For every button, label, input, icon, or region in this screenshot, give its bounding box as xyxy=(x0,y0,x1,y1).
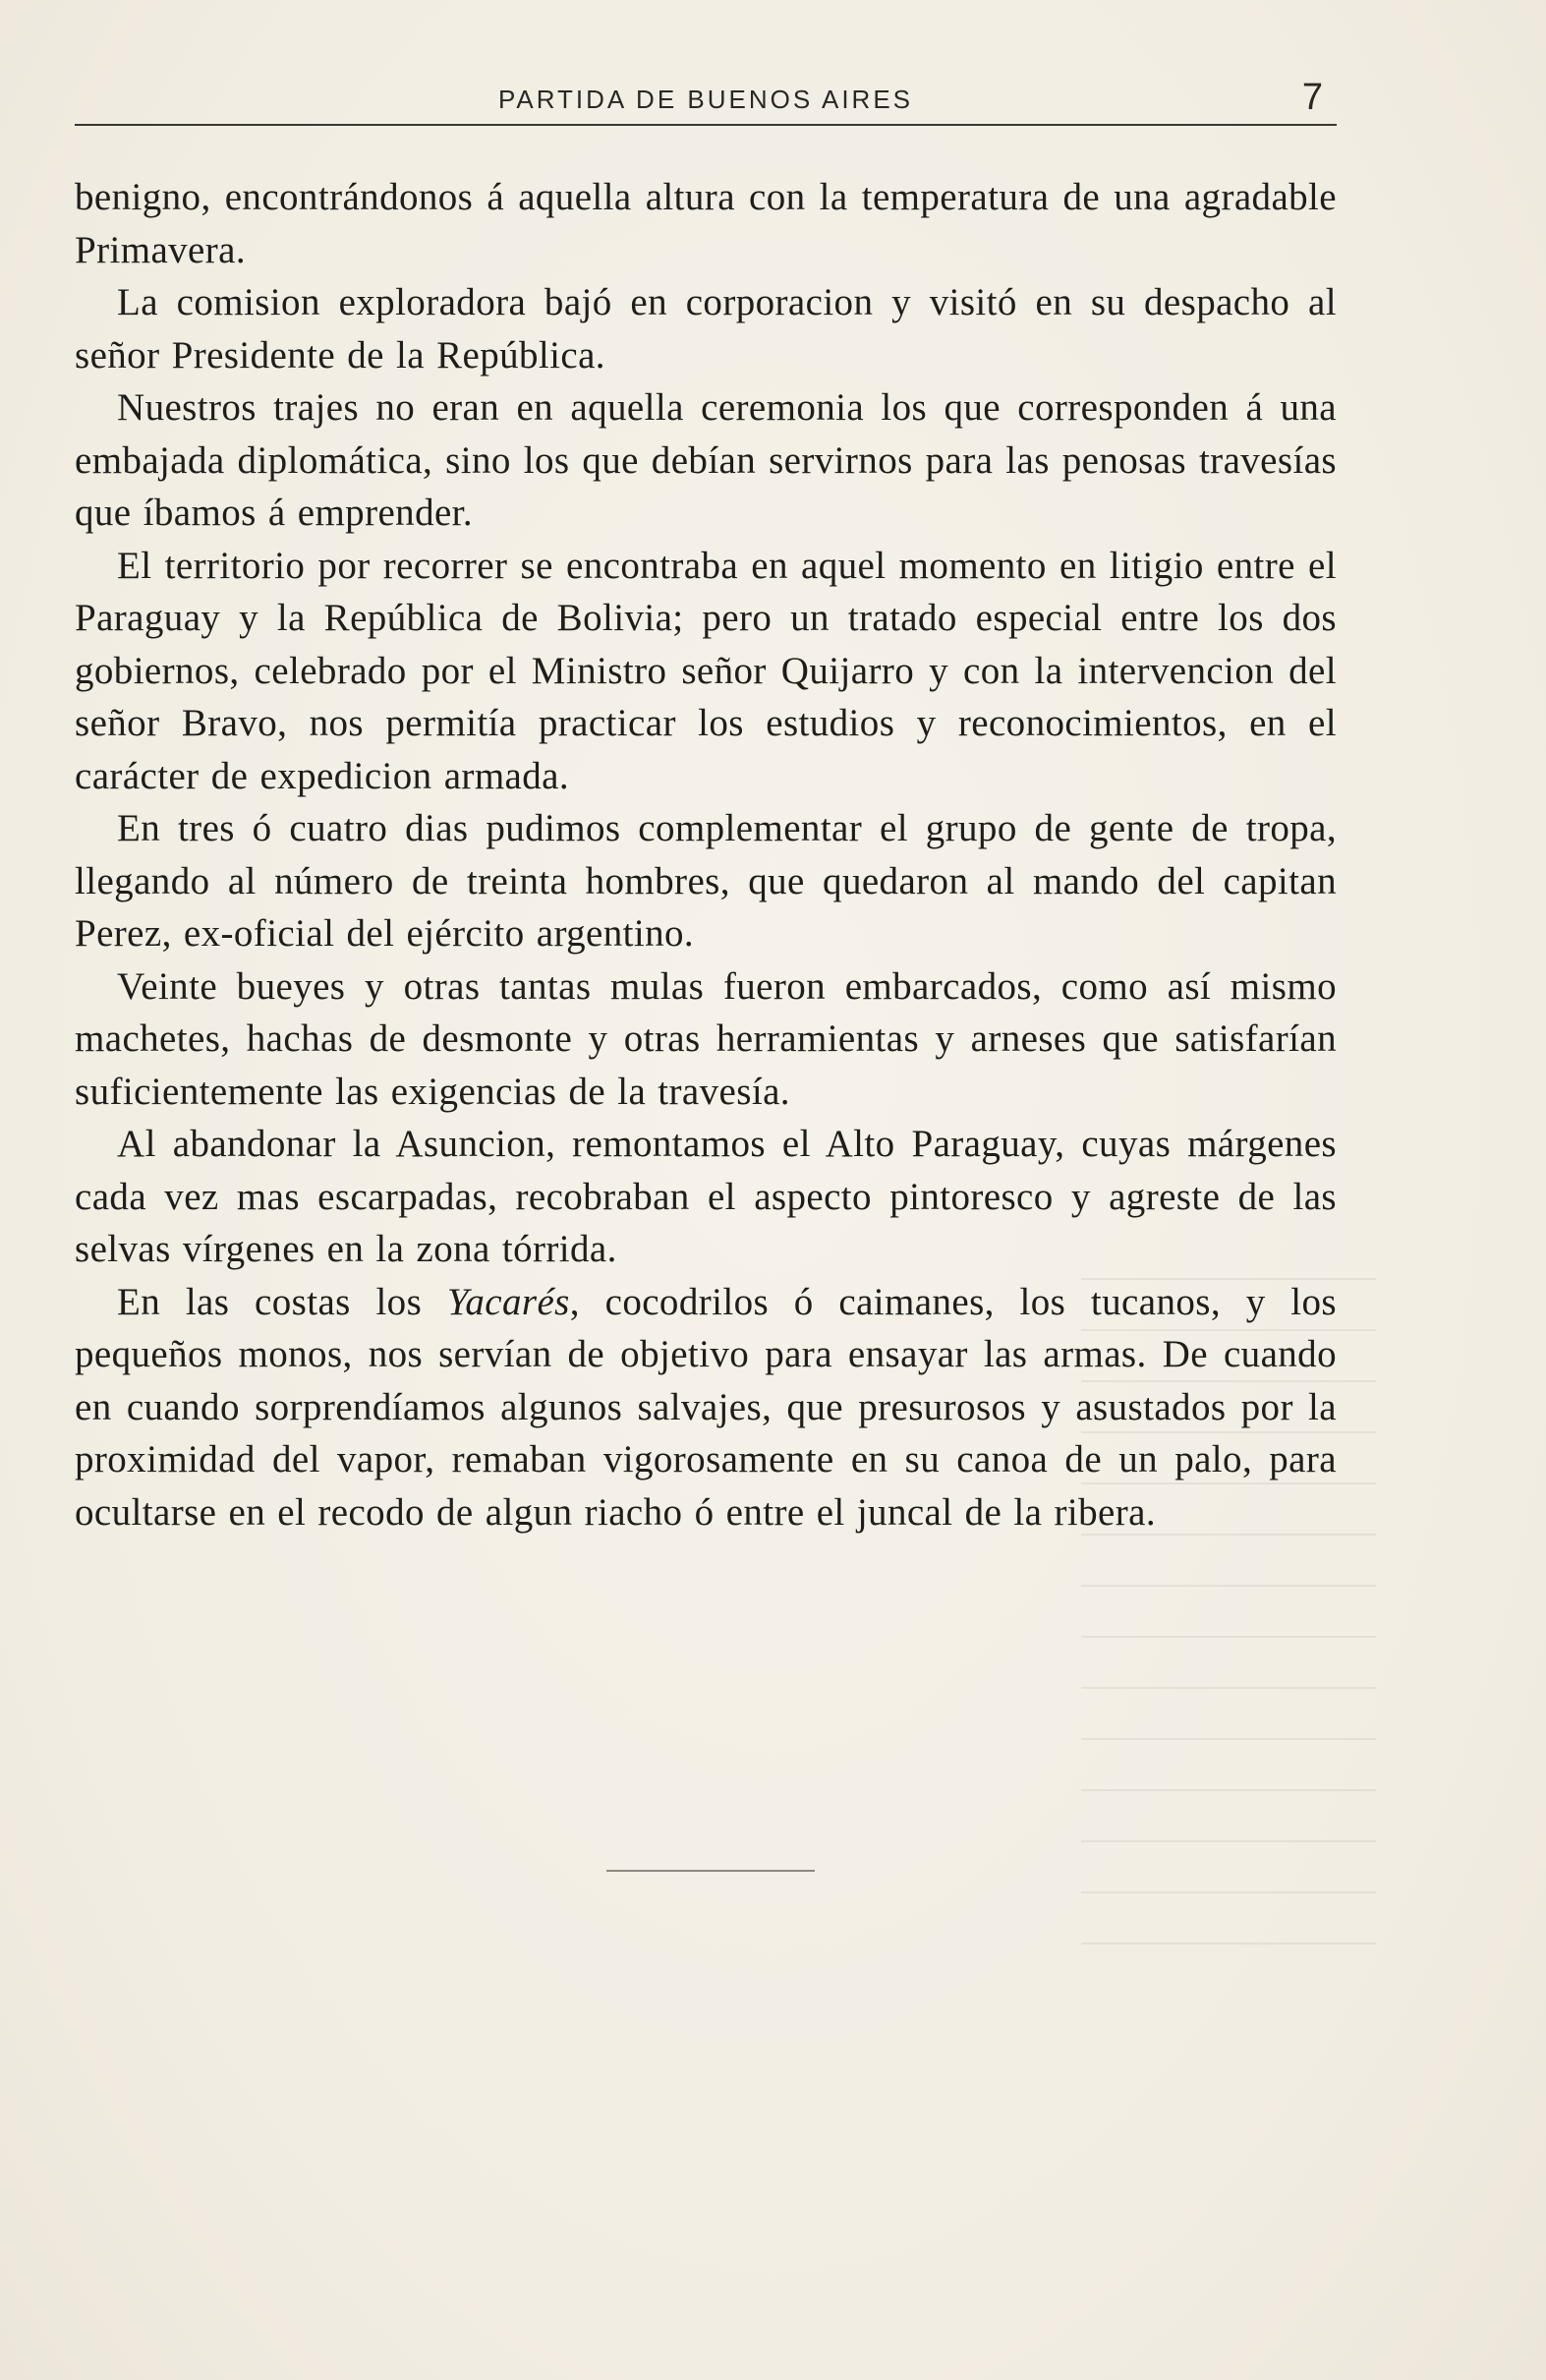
paragraph-8 xyxy=(75,1276,1337,1539)
body-text xyxy=(75,171,1337,1538)
running-title: PARTIDA DE BUENOS AIRES xyxy=(497,85,914,114)
paragraph-5: En tres ó cuatro dias pudimos complementar el grupo de gente de tropa, llegando al número de treinta hombres, que quedaron al mando del capitan Perez, ex-oficial del ejército argentino. xyxy=(75,807,1337,955)
paragraph-1: benigno, encontrándonos á aquella altura con la temperatura de una agradable Primavera. xyxy=(75,176,1337,271)
section-end-rule xyxy=(606,1870,815,1872)
paragraph-8-rest: , cocodrilos ó caimanes, los tucanos, y los pequeños monos, nos servían de objetivo para ensayar las armas. De cuando en cuando sorprendíamos algunos salvajes, que presurosos y asustados por la proximidad del vapor, remaban vigorosamente en su canoa de un palo, para ocultarse en el recodo de algun riacho ó entre el juncal de la ribera. xyxy=(75,1280,1338,1534)
paragraph-3: Nuestros trajes no eran en aquella ceremonia los que corresponden á una embajada diplomática, sino los que debían servirnos para las penosas travesías que íbamos á emprender. xyxy=(75,386,1337,534)
paragraph-8-start: En las costas los xyxy=(117,1280,447,1323)
paragraph-6: Veinte bueyes y otras tantas mulas fueron embarcados, como así mismo machetes, hachas de desmonte y otras herramientas y arneses que satisfarían suficientemente las exigencias de la travesía. xyxy=(75,964,1337,1113)
page-number: 7 xyxy=(1301,77,1323,118)
paragraph-7: Al abandonar la Asuncion, remontamos el Alto Paraguay, cuyas márgenes cada vez mas escarpadas, recobraban el aspecto pintoresco y agreste de las selvas vírgenes en la zona tórrida. xyxy=(75,1123,1337,1270)
yacares-italic: Yacarés xyxy=(446,1280,570,1323)
paragraph-2: La comision exploradora bajó en corporacion y visitó en su despacho al señor Presidente de la República. xyxy=(75,281,1337,377)
header-rule xyxy=(75,124,1337,126)
paragraph-4: El territorio por recorrer se encontraba en aquel momento en litigio entre el Paraguay y la República de Bolivia; pero un tratado especial entre los dos gobiernos, celebrado por el Ministro señor Quijarro y con la intervencion del señor Bravo, nos permitía practicar los estudios y reconocimientos, en el carácter de expedicion armada. xyxy=(75,544,1337,797)
running-header xyxy=(75,79,1337,130)
